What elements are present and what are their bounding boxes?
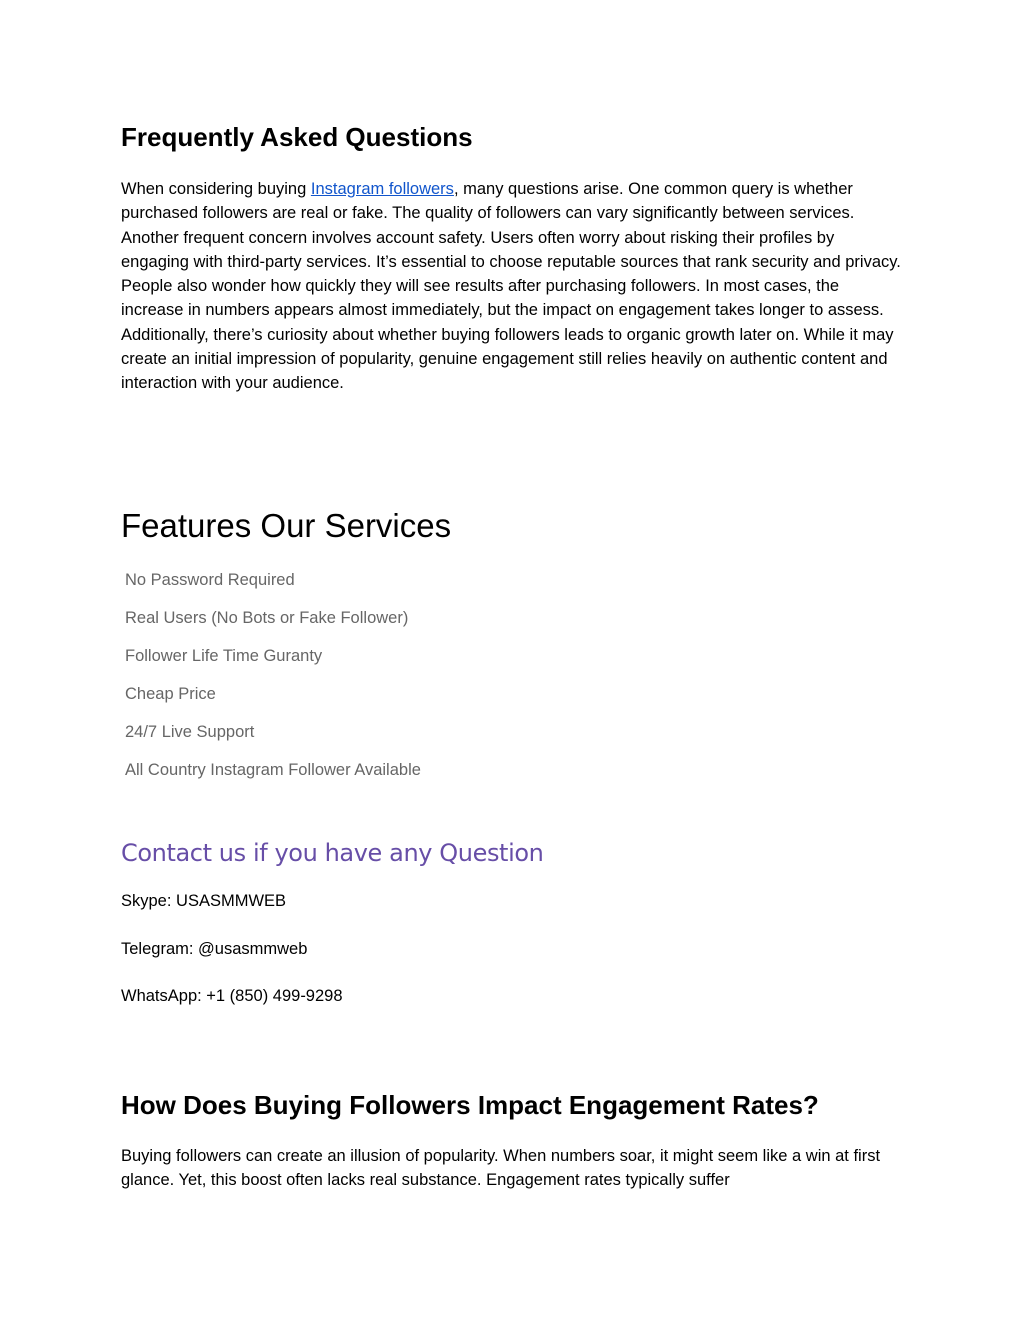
feature-item-real-users: Real Users (No Bots or Fake Follower) <box>125 609 409 627</box>
feature-item-live-support: 24/7 Live Support <box>125 723 255 741</box>
instagram-followers-link[interactable]: Instagram followers <box>310 180 454 198</box>
impact-paragraph: Buying followers can create an illusion of popularity. When numbers soar, it might seem like a win at first glance. Yet, this boost often lacks real substance. Engagement rates typically suffer <box>121 1147 881 1190</box>
faq-heading: Frequently Asked Questions <box>121 122 473 152</box>
feature-item-lifetime-guaranty: Follower Life Time Guranty <box>125 647 323 665</box>
contact-heading: Contact us if you have any Question <box>121 839 544 867</box>
faq-text-rest: , many questions arise. One common query is whether purchased followers are real or fake. The quality of followers can vary significantly between services. Another frequent concern involves account safety. Users often worry about risking their profiles by engaging with third-party services. It’s essential to choose reputable sources that rank security and privacy. People also wonder how quickly they will see results after purchasing followers. In most cases, the increase in numbers appears almost immediately, but the impact on engagement takes longer to assess. Additionally, there’s curiosity about whether buying followers leads to organic growth later on. While it may create an initial impression of popularity, genuine engagement still relies heavily on authentic content and interaction with your audience. <box>121 180 901 393</box>
contact-whatsapp: WhatsApp: +1 (850) 499-9298 <box>121 987 343 1005</box>
feature-item-no-password: No Password Required <box>125 571 295 589</box>
faq-paragraph <box>121 177 906 396</box>
impact-heading: How Does Buying Followers Impact Engagement Rates? <box>121 1090 819 1120</box>
contact-skype: Skype: USASMMWEB <box>121 892 287 910</box>
feature-item-cheap-price: Cheap Price <box>125 685 216 703</box>
feature-item-all-country: All Country Instagram Follower Available <box>125 761 421 779</box>
contact-telegram: Telegram: @usasmmweb <box>121 940 308 958</box>
faq-text-start: When considering buying <box>121 180 311 198</box>
features-list <box>125 567 421 795</box>
features-heading: Features Our Services <box>121 507 452 544</box>
